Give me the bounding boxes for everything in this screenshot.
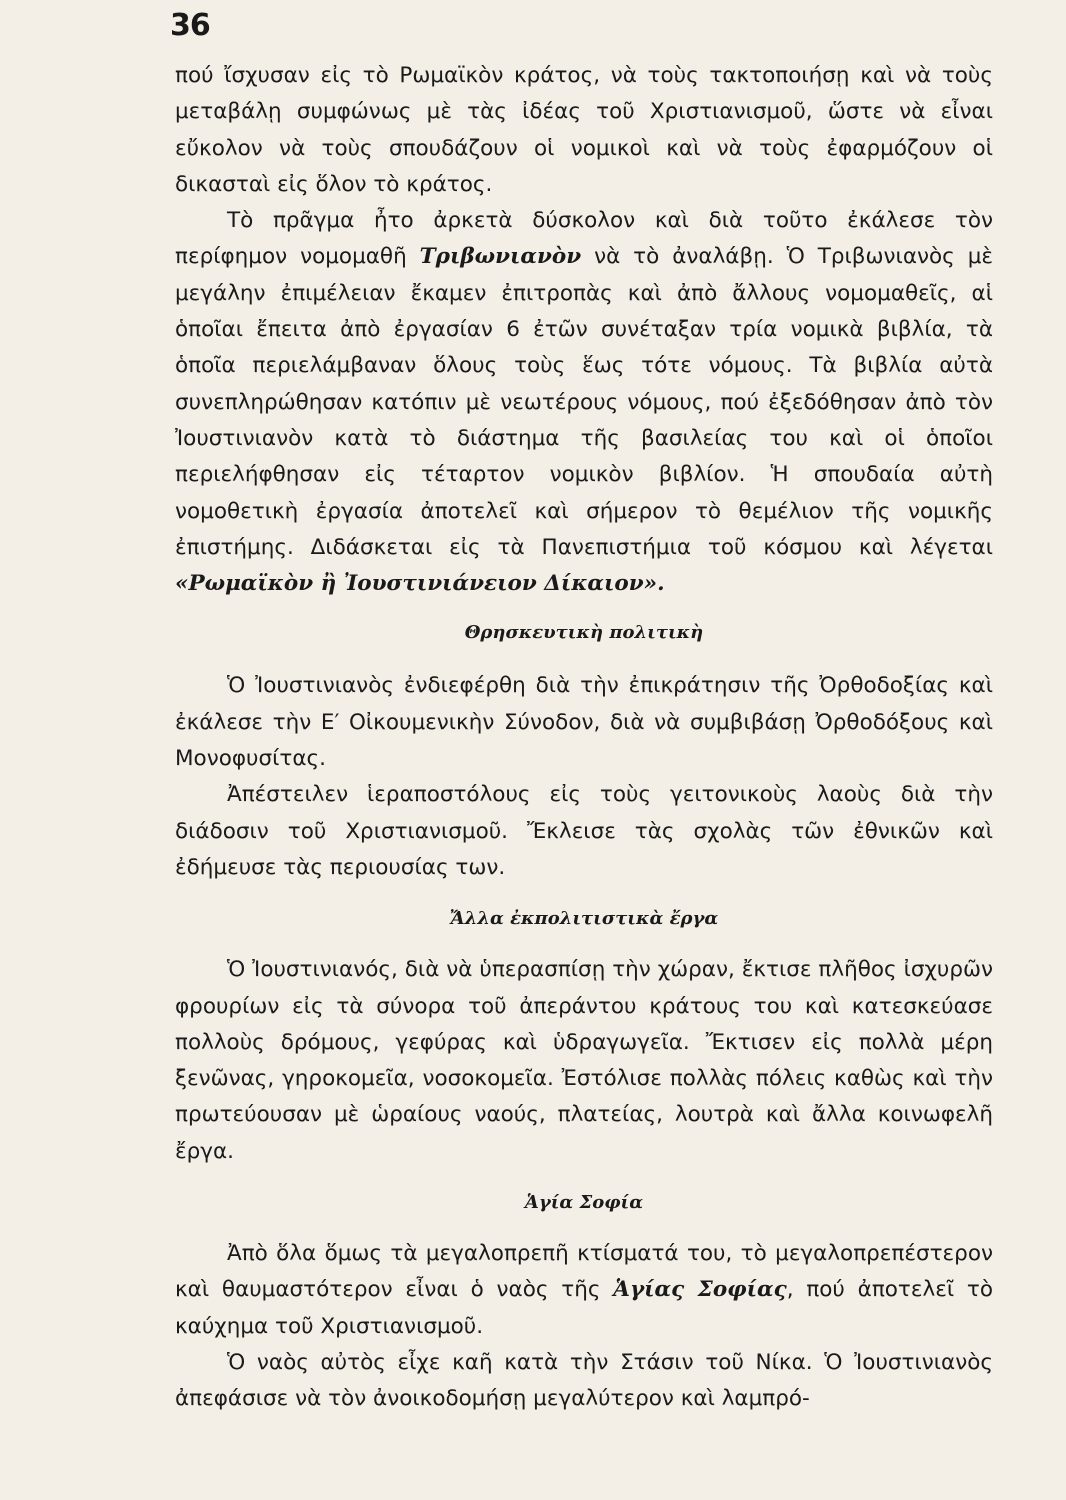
paragraph-text: νὰ τὸ ἀναλάβῃ. Ὁ Τριβωνιανὸς μὲ μεγάλην ἐπιμέλειαν ἔκαμεν ἐπιτροπὰς καὶ ἀπὸ ἄλλους νομομαθεῖς, αἱ ὁποῖαι ἔπειτα ἀπὸ ἐργασίαν 6 ἐτῶν συνέταξαν τρία νομικὰ βιβλία, τὰ ὁποῖα περιελάμβαναν ὅλους τοὺς ἕως τότε νόμους. Τὰ βιβλία αὐτὰ συνεπληρώθησαν κατόπιν μὲ νεωτέρους νόμους, πού ἐξεδόθησαν ἀπὸ τὸν Ἰουστινιανὸν κατὰ τὸ διάστημα τῆς βασιλείας του καὶ οἱ ὁποῖοι περιελήφθησαν εἰς τέταρτον νομικὸν βιβλίον. Ἡ σπουδαία αὐτὴ νομοθετικὴ ἐργασία ἀποτελεῖ καὶ σήμερον τὸ θεμέλιον τῆς νομικῆς ἐπιστήμης. Διδάσκεται εἰς τὰ Πανεπιστήμια τοῦ κόσμου καὶ λέγεται [175,244,994,560]
section-heading-other-works: Ἄλλα ἐκπολιτιστικὰ ἔργα [449,908,719,930]
paragraph-works-1: Ὁ Ἰουστινιανός, διὰ νὰ ὑπερασπίσῃ τὴν χώραν, ἔκτισε πλῆθος ἰσχυρῶν φρουρίων εἰς τὰ σύνορα τοῦ ἀπεράντου κράτους του καὶ κατεσκεύασε πολλοὺς δρόμους, γεφύρας καὶ ὑδραγωγεῖα. Ἔκτισεν εἰς πολλὰ μέρη ξενῶνας, γηροκομεῖα, νοσοκομεῖα. Ἐστόλισε πολλὰς πόλεις καθὼς καὶ τὴν πρωτεύουσαν μὲ ὡραίους ναούς, πλατείας, λουτρὰ καὶ ἄλλα κοινωφελῆ ἔργα. [175,957,993,1164]
section-heading-religious-policy: Θρησκευτικὴ πολιτικὴ [464,622,704,644]
paragraph-sophia-1 [175,1236,993,1345]
paragraph-intro-2 [175,203,993,602]
emphasis-hagia-sophia: Ἁγίας Σοφίας [613,1277,787,1303]
paragraph-religious-1: Ὁ Ἰουστινιανὸς ἐνδιεφέρθη διὰ τὴν ἐπικράτησιν τῆς Ὀρθοδοξίας καὶ ἐκάλεσε τὴν Ε′ Οἰκουμενικὴν Σύνοδον, διὰ νὰ συμβιβάσῃ Ὀρθοδόξους καὶ Μονοφυσίτας. [175,673,993,772]
paragraph-text: , πού ἀποτελεῖ τὸ καύχημα τοῦ Χριστιανισμοῦ. [175,1277,994,1339]
section-heading-hagia-sophia: Ἁγία Σοφία [524,1192,644,1214]
emphasis-tribonian: Τριβωνιανὸν [419,244,582,270]
paragraph-religious-2: Ἀπέστειλεν ἱεραποστόλους εἰς τοὺς γειτονικοὺς λαοὺς διὰ τὴν διάδοσιν τοῦ Χριστιανισμοῦ. Ἔκλεισε τὰς σχολὰς τῶν ἐθνικῶν καὶ ἐδήμευσε τὰς περιουσίας των. [175,782,993,880]
page-number: 36 [170,8,210,43]
paragraph-text: Ἀπὸ ὅλα ὅμως τὰ μεγαλοπρεπῆ κτίσματά του, τὸ μεγαλοπρεπέστερον καὶ θαυμαστότερον εἶναι ὁ ναὸς τῆς [175,1241,993,1303]
emphasis-roman-law: «Ρωμαϊκὸν ἢ Ἰουστινιάνειον Δίκαιον». [175,571,665,597]
paragraph-intro-1: πού ἴσχυσαν εἰς τὸ Ρωμαϊκὸν κράτος, νὰ τοὺς τακτοποιήσῃ καὶ νὰ τοὺς μεταβάλῃ συμφώνως μὲ τὰς ἰδέας τοῦ Χριστιανισμοῦ, ὥστε νὰ εἶναι εὔκολον νὰ τοὺς σπουδάζουν οἱ νομικοὶ καὶ νὰ τοὺς ἐφαρμόζουν οἱ δικασταὶ εἰς ὅλον τὸ κράτος. [175,63,993,197]
paragraph-text: Τὸ πρᾶγμα ἦτο ἀρκετὰ δύσκολον καὶ διὰ τοῦτο ἐκάλεσε τὸν περίφημον νομομαθῆ [175,208,993,270]
paragraph-sophia-2: Ὁ ναὸς αὐτὸς εἶχε καῆ κατὰ τὴν Στάσιν τοῦ Νίκα. Ὁ Ἰουστινιανὸς ἀπεφάσισε νὰ τὸν ἀνοικοδομήσῃ μεγαλύτερον καὶ λαμπρό- [175,1349,993,1412]
page-body [175,58,993,1418]
